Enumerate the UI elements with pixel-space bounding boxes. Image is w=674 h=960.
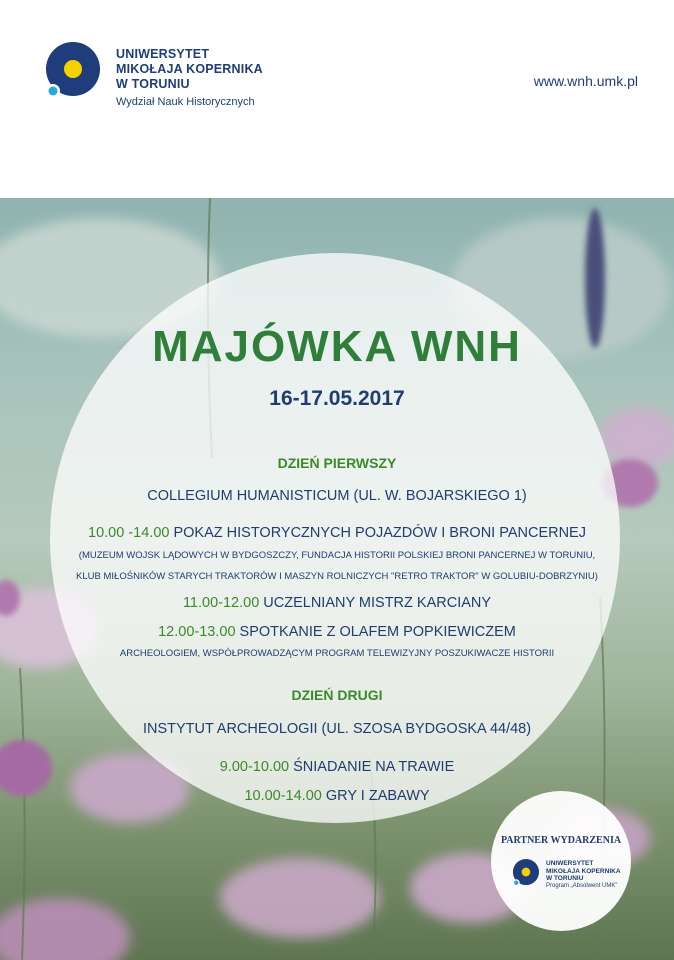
event-title: MAJÓWKA WNH xyxy=(152,322,522,371)
schedule-title: GRY I ZABAWY xyxy=(325,788,430,804)
partner-program: Program „Absolwent UMK” xyxy=(546,883,618,889)
day2-heading: DZIEŃ DRUGI xyxy=(291,687,383,703)
event-dates: 16-17.05.2017 xyxy=(269,387,405,410)
university-name-line: W TORUNIU xyxy=(116,77,190,91)
schedule-time: 12.00-13.00 xyxy=(158,624,236,640)
partner-title: PARTNER WYDARZENIA xyxy=(500,835,622,846)
schedule-title: ŚNIADANIE NA TRAWIE xyxy=(293,759,455,775)
schedule-time: 9.00-10.00 xyxy=(219,759,290,775)
partner-university-line: MIKOŁAJA KOPERNIKA xyxy=(546,867,621,875)
header xyxy=(0,0,674,198)
schedule-item xyxy=(0,525,674,541)
schedule-title: UCZELNIANY MISTRZ KARCIANY xyxy=(263,595,492,611)
schedule-note: ARCHEOLOGIEM, WSPÓŁPROWADZĄCYM PROGRAM TELEWIZYJNY POSZUKIWACZE HISTORII xyxy=(119,648,555,659)
faculty-name: Wydział Nauk Historycznych xyxy=(116,96,255,108)
partner-university-line: UNIWERSYTET xyxy=(546,860,594,867)
day1-venue: COLLEGIUM HUMANISTICUM (UL. W. BOJARSKIEGO 1) xyxy=(147,488,527,504)
schedule-title: SPOTKANIE Z OLAFEM POPKIEWICZEM xyxy=(239,624,516,640)
schedule-item xyxy=(0,759,674,775)
schedule-title: POKAZ HISTORYCZNYCH POJAZDÓW I BRONI PANCERNEJ xyxy=(173,525,586,541)
schedule-item xyxy=(0,624,674,640)
schedule-time: 10.00-14.00 xyxy=(244,788,322,804)
schedule-time: 11.00-12.00 xyxy=(182,595,260,611)
university-name-line: UNIWERSYTET xyxy=(116,47,210,61)
partner-university-line: W TORUNIU xyxy=(546,875,584,882)
partner-logo-icon xyxy=(510,858,540,888)
schedule-note: KLUB MIŁOŚNIKÓW STARYCH TRAKTORÓW I MASZYN ROLNICZYCH "RETRO TRAKTOR" W GOLUBIU-DOBRZYNIU) xyxy=(76,571,598,582)
website-url: www.wnh.umk.pl xyxy=(533,73,638,89)
university-name xyxy=(116,47,263,92)
university-name-line: MIKOŁAJA KOPERNIKA xyxy=(116,62,263,76)
partner-university-name xyxy=(546,860,621,883)
schedule-time: 10.00 -14.00 xyxy=(88,525,170,541)
schedule-item xyxy=(0,595,674,611)
schedule-note: (MUZEUM WOJSK LĄDOWYCH W BYDGOSZCZY, FUNDACJA HISTORII POLSKIEJ BRONI PANCERNEJ W TORUNIU, xyxy=(78,550,596,561)
umk-logo-icon xyxy=(40,40,102,102)
day2-venue: INSTYTUT ARCHEOLOGII (UL. SZOSA BYDGOSKA 44/48) xyxy=(142,721,532,737)
day1-heading: DZIEŃ PIERWSZY xyxy=(277,455,397,471)
